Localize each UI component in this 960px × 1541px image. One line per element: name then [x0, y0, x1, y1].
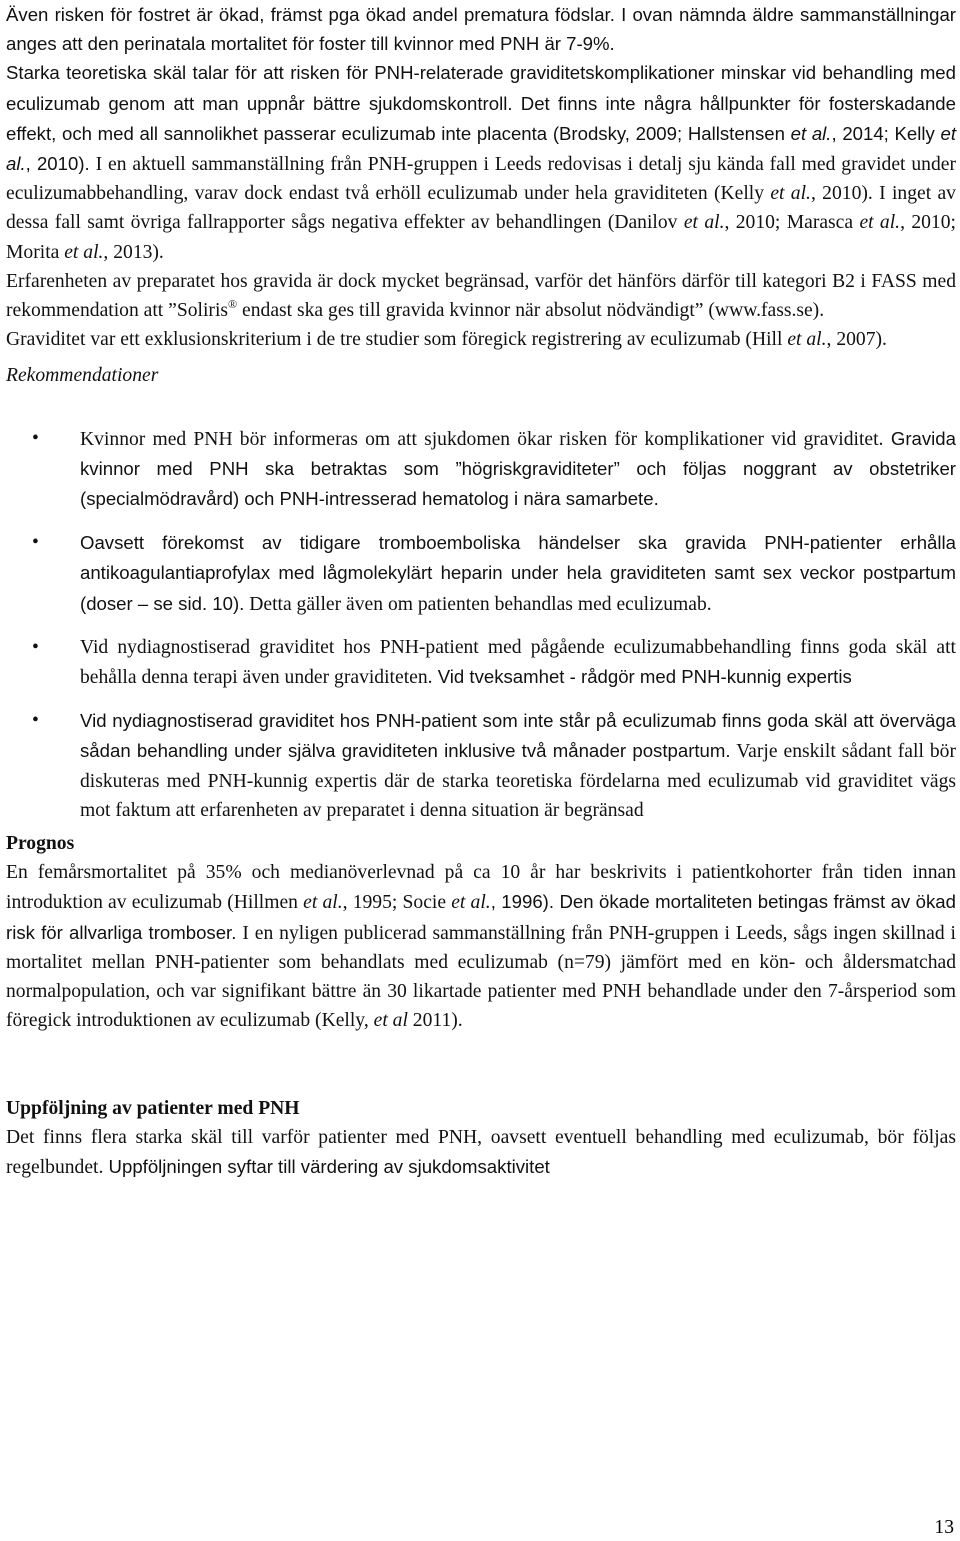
text-segment: I en aktuell sammanställning från PNH-gruppen i Leeds redovisas i detalj sju kända fall med gravidet under eculizumabbehandling, varav dock endast två erhöll eculizumab under hela graviditeten (Kelly	[6, 154, 956, 205]
text-etal: et al.	[303, 892, 343, 914]
text-etal: et al.	[790, 122, 832, 144]
text-segment: , 1995; Socie	[342, 892, 452, 914]
text-etal: et al.	[683, 212, 725, 234]
heading-follow-up: Uppföljning av patienter med PNH	[6, 1097, 300, 1119]
text-segment: Oavsett förekomst av tidigare tromboemboliska händelser ska gravida PNH-patienter erhålla antikoagulantiaprofylax med lågmolekylärt heparin under hela graviditeten samt sex veckor postpartum (doser – se sid. 10).	[80, 532, 956, 614]
text-segment: , 2010; Morita	[6, 212, 956, 263]
paragraph-prognosis	[6, 858, 956, 1035]
text-segment: I en nyligen publicerad sammanställning från PNH-gruppen i Leeds, sågs ingen skillnad i mortalitet mellan PNH-patienter som behandlats med eculizumab (n=79) jämfört med en kön- och åldersmatchad normalpopulation, och var signifikant bättre än 30 likartade patienter med PNH behandlade under den 7-årsperiod som föregick introduktionen av eculizumab (Kelly,	[6, 922, 956, 1032]
text-segment: Det finns flera starka skäl till varför patienter med PNH, oavsett eventuell behandling med eculizumab, bör följas regelbundet.	[6, 1126, 956, 1178]
list-item	[6, 706, 956, 825]
text-segment: 2011).	[407, 1010, 463, 1032]
text-segment: , 2014; Kelly	[831, 122, 941, 144]
paragraph-follow-up	[6, 1123, 956, 1182]
text-segment: Vid tveksamhet - rådgör med PNH-kunnig expertis	[432, 666, 852, 688]
text-segment: Detta gäller även om patienten behandlas med eculizumab.	[244, 593, 712, 615]
list-item	[6, 528, 956, 619]
text-segment: , 2007).	[826, 329, 887, 351]
text-segment: Vid nydiagnostiserad graviditet hos PNH-patient som inte står på eculizumab finns goda skäl att överväga sådan behandling under själva graviditeten inklusive två månader postpartum.	[80, 710, 956, 762]
text-segment: Varje enskilt sådant fall bör diskuteras med PNH-kunnig expertis där de starka teoretiska fördelarna med eculizumab vid graviditet vägs mot faktum att erfarenheten av preparatet i denna situation är begränsad	[80, 741, 956, 821]
text-etal: et al.	[64, 241, 104, 263]
heading-recommendations: Rekommendationer	[6, 365, 159, 387]
text-segment: , 2010).	[25, 153, 90, 175]
heading-prognosis: Prognos	[6, 833, 75, 855]
text-etal: et al	[373, 1010, 408, 1032]
text-segment: Uppföljningen syftar till värdering av sjukdomsaktivitet	[103, 1155, 550, 1177]
text-segment: , 2013).	[103, 241, 164, 263]
text-segment: Gravida kvinnor med PNH ska betraktas som ”högriskgraviditeter” och följas noggrant av obstetriker (specialmödravård) och PNH-intresserad hematolog i nära samarbete.	[80, 427, 956, 510]
text-etal: et al.	[451, 892, 491, 914]
paragraph-fass-category	[6, 267, 956, 325]
paragraph-eculizumab-pregnancy	[6, 58, 956, 266]
paragraph-exclusion-criterion	[6, 325, 956, 354]
text-segment: Graviditet var ett exklusionskriterium i de tre studier som föregick registrering av eculizumab (Hill	[6, 329, 788, 351]
text-etal: et al.	[787, 329, 827, 351]
text-etal: et al.	[6, 122, 957, 175]
bullet-icon: •	[32, 710, 39, 732]
list-item	[6, 424, 956, 515]
page-number: 13	[934, 1517, 954, 1538]
text-etal: et al.	[770, 183, 811, 205]
bullet-icon: •	[32, 636, 39, 658]
text-fetal-risk: Även risken för fostret är ökad, främst pga ökad andel prematura födslar. I ovan nämnda äldre sammanställningar anges att den perinatala mortalitet för foster till kvinnor med PNH är 7-9%.	[6, 4, 956, 55]
text-segment: endast ska ges till gravida kvinnor när absolut nödvändigt” (www.fass.se).	[237, 300, 825, 322]
text-segment: I inget av dessa fall samt övriga fallrapporter sågs negativa effekter av behandlingen (Danilov	[6, 183, 956, 234]
text-segment: Starka teoretiska skäl talar för att risken för PNH-relaterade graviditetskomplikationer minskar vid behandling med eculizumab genom att man uppnår bättre sjukdomskontroll. Det finns inte några hållpunkter för fosterskadande effekt, och med all sannolikhet passerar eculizumab inte placenta (Brodsky, 2009; Hallstensen	[6, 62, 956, 144]
text-segment: Vid nydiagnostiserad graviditet hos PNH-patient med pågående eculizumabbehandling finns goda skäl att behålla denna terapi även under graviditeten.	[80, 636, 956, 689]
text-segment: , 1996). Den ökade mortaliteten betingas främst av ökad risk för allvarliga tromboser.	[6, 891, 956, 943]
list-item	[6, 633, 956, 692]
text-segment: , 2010).	[810, 183, 873, 205]
document-page	[6, 0, 956, 1182]
bullet-icon: •	[32, 427, 39, 449]
paragraph-fetal-risk	[6, 0, 956, 58]
registered-mark: ®	[228, 297, 238, 312]
text-etal: et al.	[859, 212, 901, 234]
text-segment: Erfarenheten av preparatet hos gravida är dock mycket begränsad, varför det hänförs därför till kategori B2 i FASS med rekommendation att ”Soliris	[6, 270, 956, 322]
text-segment: Kvinnor med PNH bör informeras om att sjukdomen ökar risken för komplikationer vid graviditet.	[80, 428, 884, 450]
text-segment: En femårsmortalitet på 35% och medianöverlevnad på ca 10 år har beskrivits i patientkohorter från tiden innan introduktion av eculizumab (Hillmen	[6, 862, 956, 914]
bullet-icon: •	[32, 532, 39, 554]
recommendations-list	[6, 424, 956, 825]
text-segment: , 2010; Marasca	[724, 212, 860, 234]
